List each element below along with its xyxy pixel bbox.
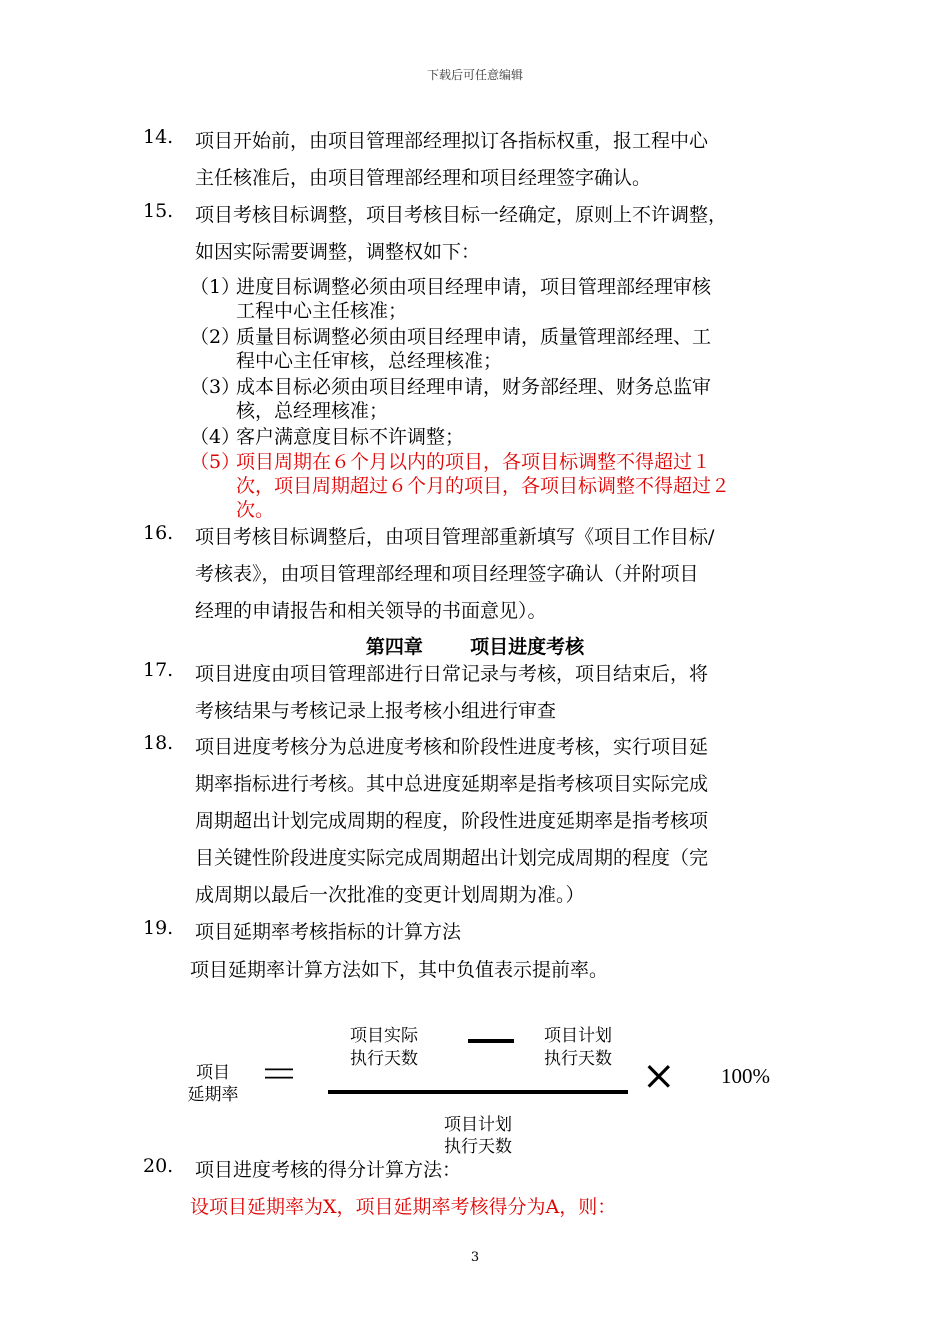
item-16-line-2: 考核表》，由项目管理部经理和项目经理签字确认（并附项目 bbox=[195, 563, 699, 585]
item-17-number: 17. bbox=[143, 659, 174, 681]
formula-lhs-line-1: 项目 bbox=[196, 1063, 230, 1083]
sub-2-line-1: 质量目标调整必须由项目经理申请，质量管理部经理、工 bbox=[236, 326, 712, 348]
sub-5-line-3: 次。 bbox=[236, 499, 275, 521]
sub-4-marker: （4） bbox=[190, 426, 241, 448]
formula-percent: 100% bbox=[721, 1064, 770, 1088]
item-20-sub: 设项目延期率为X，项目延期率考核得分为A，则： bbox=[190, 1196, 617, 1218]
formula-num-b-line-1: 项目计划 bbox=[544, 1026, 612, 1046]
item-20-number: 20. bbox=[143, 1155, 174, 1177]
formula-denominator bbox=[438, 1114, 518, 1158]
formula-num-a-line-1: 项目实际 bbox=[350, 1026, 418, 1046]
chapter-number: 第四章 bbox=[365, 636, 423, 658]
item-15-line-1: 项目考核目标调整，项目考核目标一经确定，原则上不许调整， bbox=[195, 204, 728, 226]
item-18-line-5: 成周期以最后一次批准的变更计划周期为准。） bbox=[195, 884, 585, 906]
item-17-line-2: 考核结果与考核记录上报考核小组进行审查 bbox=[195, 700, 557, 722]
item-19-sub: 项目延期率计算方法如下，其中负值表示提前率。 bbox=[190, 959, 609, 981]
formula-lhs-line-2: 延期率 bbox=[187, 1085, 239, 1105]
item-16-line-3: 经理的申请报告和相关领导的书面意见）。 bbox=[195, 600, 547, 622]
formula-lhs bbox=[183, 1062, 243, 1106]
page-header: 下载后可任意编辑 bbox=[426, 68, 523, 82]
sub-1-marker: （1） bbox=[190, 276, 241, 298]
sub-3-line-2: 核，总经理核准； bbox=[236, 400, 389, 422]
sub-3-line-1: 成本目标必须由项目经理申请，财务部经理、财务总监审 bbox=[236, 376, 712, 398]
sub-5-line-2: 次，项目周期超过６个月的项目，各项目标调整不得超过２ bbox=[236, 475, 731, 497]
formula-num-b-line-2: 执行天数 bbox=[544, 1049, 612, 1069]
formula-num-a-line-2: 执行天数 bbox=[350, 1049, 418, 1069]
sub-5-line-1: 项目周期在６个月以内的项目，各项目标调整不得超过１ bbox=[236, 451, 712, 473]
formula-equals: ＝ bbox=[259, 1052, 299, 1098]
sub-3-marker: （3） bbox=[190, 376, 241, 398]
formula-denom-line-2: 执行天数 bbox=[444, 1137, 512, 1157]
page-number: 3 bbox=[470, 1250, 480, 1265]
sub-2-marker: （2） bbox=[190, 326, 241, 348]
item-14-line-2: 主任核准后，由项目管理部经理和项目经理签字确认。 bbox=[195, 167, 652, 189]
item-14-number: 14. bbox=[143, 126, 174, 148]
item-15-line-2: 如因实际需要调整，调整权如下： bbox=[195, 241, 481, 263]
item-18-line-4: 目关键性阶段进度实际完成周期超出计划完成周期的程度（完 bbox=[195, 847, 709, 869]
item-18-line-2: 期率指标进行考核。其中总进度延期率是指考核项目实际完成 bbox=[195, 773, 709, 795]
item-18-number: 18. bbox=[143, 732, 174, 754]
item-19-line-1: 项目延期率考核指标的计算方法 bbox=[195, 921, 462, 943]
sub-4-line-1: 客户满意度目标不许调整； bbox=[236, 426, 465, 448]
item-14-line-1: 项目开始前，由项目管理部经理拟订各指标权重，报工程中心 bbox=[195, 130, 709, 152]
chapter-heading bbox=[0, 632, 950, 659]
sub-1-line-1: 进度目标调整必须由项目经理申请，项目管理部经理审核 bbox=[236, 276, 712, 298]
item-18-line-1: 项目进度考核分为总进度考核和阶段性进度考核，实行项目延 bbox=[195, 736, 709, 758]
item-17-line-1: 项目进度由项目管理部进行日常记录与考核，项目结束后，将 bbox=[195, 663, 709, 685]
item-15-number: 15. bbox=[143, 200, 174, 222]
item-20-line-1: 项目进度考核的得分计算方法： bbox=[195, 1159, 462, 1181]
formula-minus bbox=[468, 1039, 514, 1043]
sub-2-line-2: 程中心主任审核，总经理核准； bbox=[236, 350, 503, 372]
item-16-line-1: 项目考核目标调整后，由项目管理部重新填写《项目工作目标/ bbox=[195, 526, 715, 548]
sub-1-line-2: 工程中心主任核准； bbox=[236, 300, 408, 322]
formula-denom-line-1: 项目计划 bbox=[444, 1115, 512, 1135]
item-16-number: 16. bbox=[143, 522, 174, 544]
item-18-line-3: 周期超出计划完成周期的程度，阶段性进度延期率是指考核项 bbox=[195, 810, 709, 832]
formula-fraction-bar bbox=[328, 1090, 628, 1094]
formula-numerator-a bbox=[344, 1025, 424, 1071]
formula-times: × bbox=[642, 1053, 676, 1099]
item-19-number: 19. bbox=[143, 917, 174, 939]
chapter-title: 项目进度考核 bbox=[470, 636, 585, 658]
sub-5-marker: （5） bbox=[190, 451, 241, 473]
formula-numerator-b bbox=[538, 1025, 618, 1071]
